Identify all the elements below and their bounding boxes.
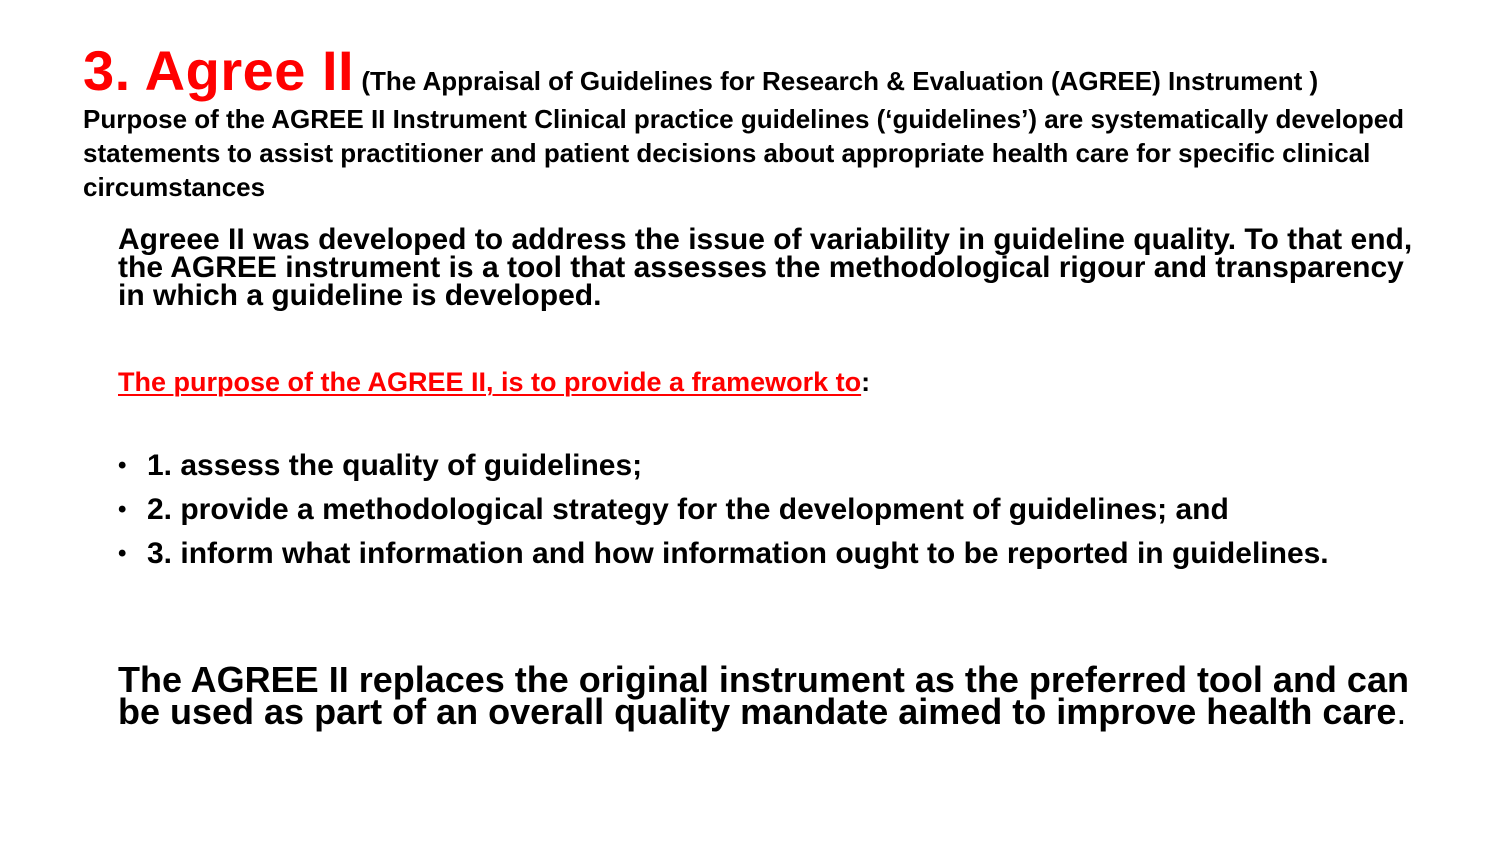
slide-title: 3. Agree II [83, 39, 355, 102]
slide-subtitle: (The Appraisal of Guidelines for Research & Evaluation (AGREE) Instrument ) Purpose of the AGREE II Instrument Clinical practice guidelines (‘guidelines’) are systematically developed statements to assist practitioner and patient decisions about appropriate health care for specific clinical circumstances [83, 66, 1405, 202]
intro-paragraph: Agreee II was developed to address the issue of variability in guideline quality. To that end, the AGREE instrument is a tool that assesses the methodological rigour and transparency in which a guideline is developed. [118, 223, 1413, 312]
purpose-list [118, 449, 1418, 570]
bullet-icon: • [118, 540, 127, 567]
closing-paragraph [118, 659, 1418, 732]
list-item-text: 2. provide a methodological strategy for the development of guidelines; and [147, 493, 1229, 526]
list-item [118, 493, 1418, 526]
list-item-text: 1. assess the quality of guidelines; [147, 449, 643, 482]
bullet-icon: • [118, 496, 127, 523]
list-item [118, 449, 1418, 482]
slide-body [118, 223, 1418, 732]
purpose-heading: The purpose of the AGREE II, is to provide a framework to [118, 367, 862, 397]
closing-text: The AGREE II replaces the original instrument as the preferred tool and can be used as part of an overall quality mandate aimed to improve health care [118, 659, 1409, 732]
purpose-line [118, 366, 1418, 398]
title-block [83, 40, 1423, 204]
closing-period: . [1396, 691, 1407, 732]
purpose-colon: : [861, 367, 871, 397]
list-item [118, 537, 1418, 570]
list-item-text: 3. inform what information and how information ought to be reported in guidelines. [147, 537, 1329, 570]
bullet-icon: • [118, 452, 127, 479]
